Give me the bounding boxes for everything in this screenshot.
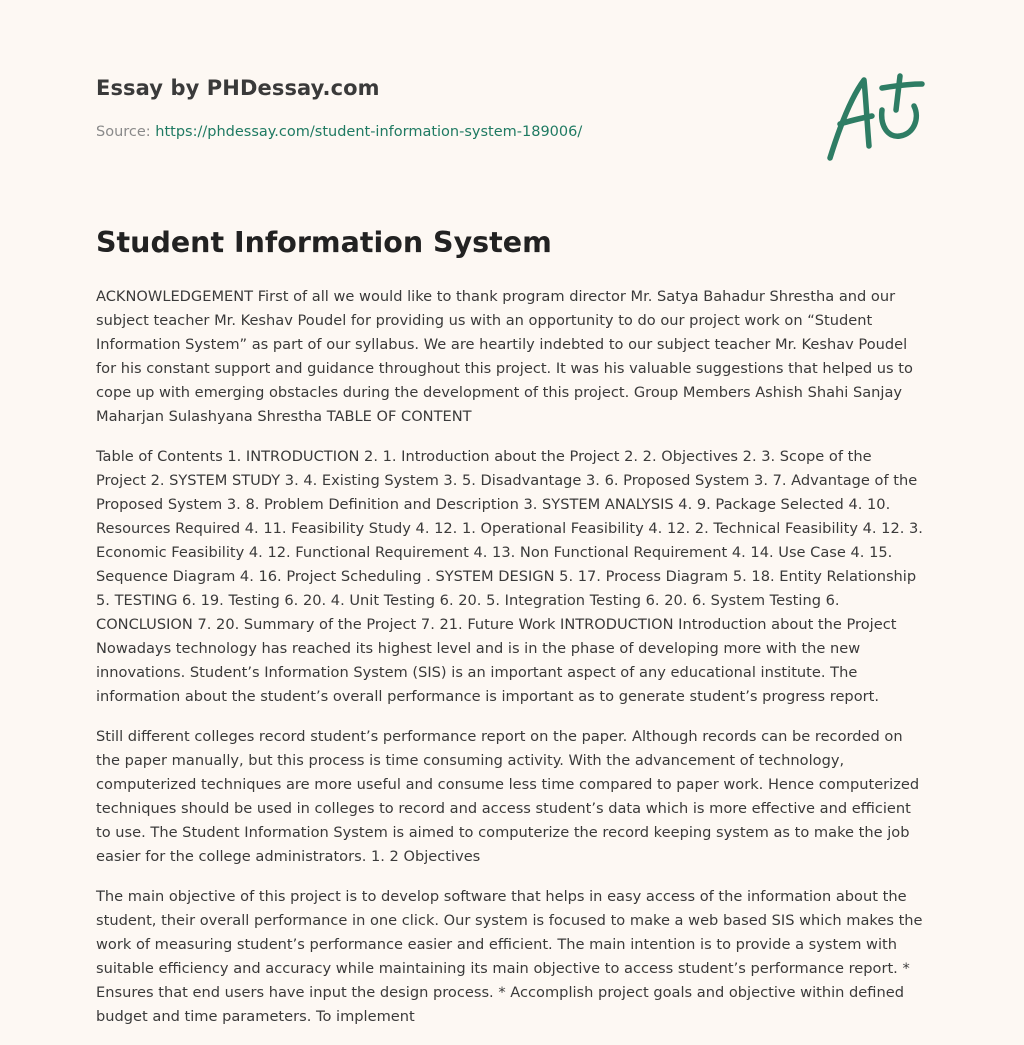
essay-title: Student Information System — [96, 226, 552, 259]
essay-paragraph: The main objective of this project is to develop software that helps in easy access of the information about the student, their overall performance in one click. Our system is focused to make a web based SIS which makes the work of measuring student’s performance easier and efficient. The main intention is to provide a system with suitable efficiency and accuracy while maintaining its main objective to access student’s performance report. * Ensures that end users have input the design process. * Accomplish project goals and objective within defined budget and time parameters. To implement — [96, 888, 923, 1025]
a-plus-logo-icon — [822, 66, 928, 166]
essay-paragraph: Still different colleges record student’s performance report on the paper. Although records can be recorded on the paper manually, but this process is time consuming activity. With the advancement of technology, computerized techniques are more useful and consume less time compared to paper work. Hence computerized techniques should be used in colleges to record and access student’s data which is more effective and efficient to use. The Student Information System is aimed to computerize the record keeping system as to make the job easier for the college administrators. 1. 2 Objectives — [96, 728, 920, 865]
essay-paragraph: Table of Contents 1. INTRODUCTION 2. 1. Introduction about the Project 2. 2. Objectives 2. 3. Scope of the Project 2. SYSTEM STUDY 3. 4. Existing System 3. 5. Disadvantage 3. 6. Proposed System 3. 7. Advantage of the Proposed System 3. 8. Problem Definition and Description 3. SYSTEM ANALYSIS 4. 9. Package Selected 4. 10. Resources Required 4. 11. Feasibility Study 4. 12. 1. Operational Feasibility 4. 12. 2. Technical Feasibility 4. 12. 3. Economic Feasibility 4. 12. Functional Requirement 4. 13. Non Functional Requirement 4. 14. Use Case 4. 15. Sequence Diagram 4. 16. Project Scheduling . SYSTEM DESIGN 5. 17. Process Diagram 5. 18. Entity Relationship 5. TESTING 6. 19. Testing 6. 20. 4. Unit Testing 6. 20. 5. Integration Testing 6. 20. 6. System Testing 6. CONCLUSION 7. 20. Summary of the Project 7. 21. Future Work INTRODUCTION Introduction about the Project Nowadays technology has reached its highest level and is in the phase of developing more with the new innovations. Student’s Information System (SIS) is an important aspect of any educational institute. The information about the student’s overall performance is important as to generate student’s progress report. — [96, 448, 923, 705]
essay-body — [96, 285, 926, 1045]
source-line — [96, 124, 582, 140]
essay-paragraph: ACKNOWLEDGEMENT First of all we would like to thank program director Mr. Satya Bahadur Shrestha and our subject teacher Mr. Keshav Poudel for providing us with an opportunity to do our project work on “Student Information System” as part of our syllabus. We are heartily indebted to our subject teacher Mr. Keshav Poudel for his constant support and guidance throughout this project. It was his valuable suggestions that helped us to cope up with emerging obstacles during the development of this project. Group Members Ashish Shahi Sanjay Maharjan Sulashyana Shrestha TABLE OF CONTENT — [96, 288, 913, 425]
source-link[interactable]: https://phdessay.com/student-information-system-189006/ — [155, 124, 583, 140]
source-label: Source: — [96, 124, 151, 140]
site-title: Essay by PHDessay.com — [96, 76, 380, 100]
